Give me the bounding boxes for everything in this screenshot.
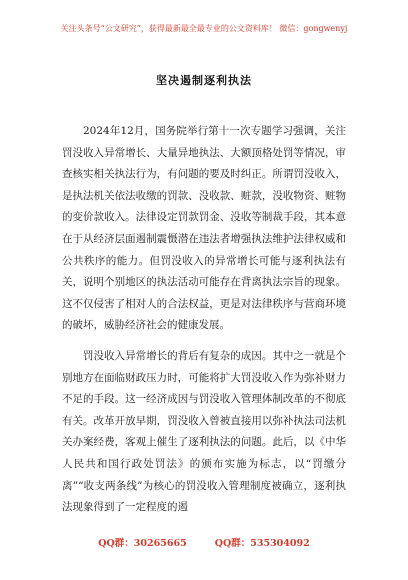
footer-contact <box>0 535 408 549</box>
footer-qq-group-2: QQ群：535304092 <box>214 538 310 549</box>
body-paragraph: 罚没收入异常增长的背后有复杂的成因。其中之一就是个别地方在面临财政压力时，可能将扩大罚没收入作为弥补财力不足的手段。这一经济成因与罚没收入管理体制改革的不彻底有关。改革开放早期，罚没收入曾被直接用以弥补执法司法机关办案经费，客观上催生了逐利执法的问题。此后，以《中华人民共和国行政处罚法》的颁布实施为标志，以“罚缴分离”“收支两条线”为核心的罚没收入管理制度被确立，逐利执法现象得到了一定程度的遏 <box>62 349 346 514</box>
footer-qq-group-1: QQ群：30265665 <box>98 538 187 549</box>
body-paragraph: 2024年12月，国务院举行第十一次专题学习强调，关注罚没收入异常增长、大量异地执法、大额顶格处罚等情况，审查核实相关执法行为，有问题的要及时纠正。所谓罚没收入，是执法机关依法收缴的罚款、没收款、赃款，没收物资、赃物的变价款收入。法律设定罚款罚金、没收等制裁手段，其本意在于从经济层面遏制震慑潜在违法者增强执法维护法律权威和公共秩序的能力。但罚没收入的异常增长可能与逐利执法有关，说明个别地区的执法活动可能存在背离执法宗旨的现象。这不仅侵害了相对人的合法权益，更是对法律秩序与营商环境的破坏，威胁经济社会的健康发展。 <box>62 125 346 332</box>
document-title: 坚决遏制逐利执法 <box>156 74 252 87</box>
document-body <box>62 121 346 519</box>
top-banner: 关注头条号“公文研究”，获得最新最全最专业的公文资料库！ 微信：gongwenyj <box>60 24 348 33</box>
